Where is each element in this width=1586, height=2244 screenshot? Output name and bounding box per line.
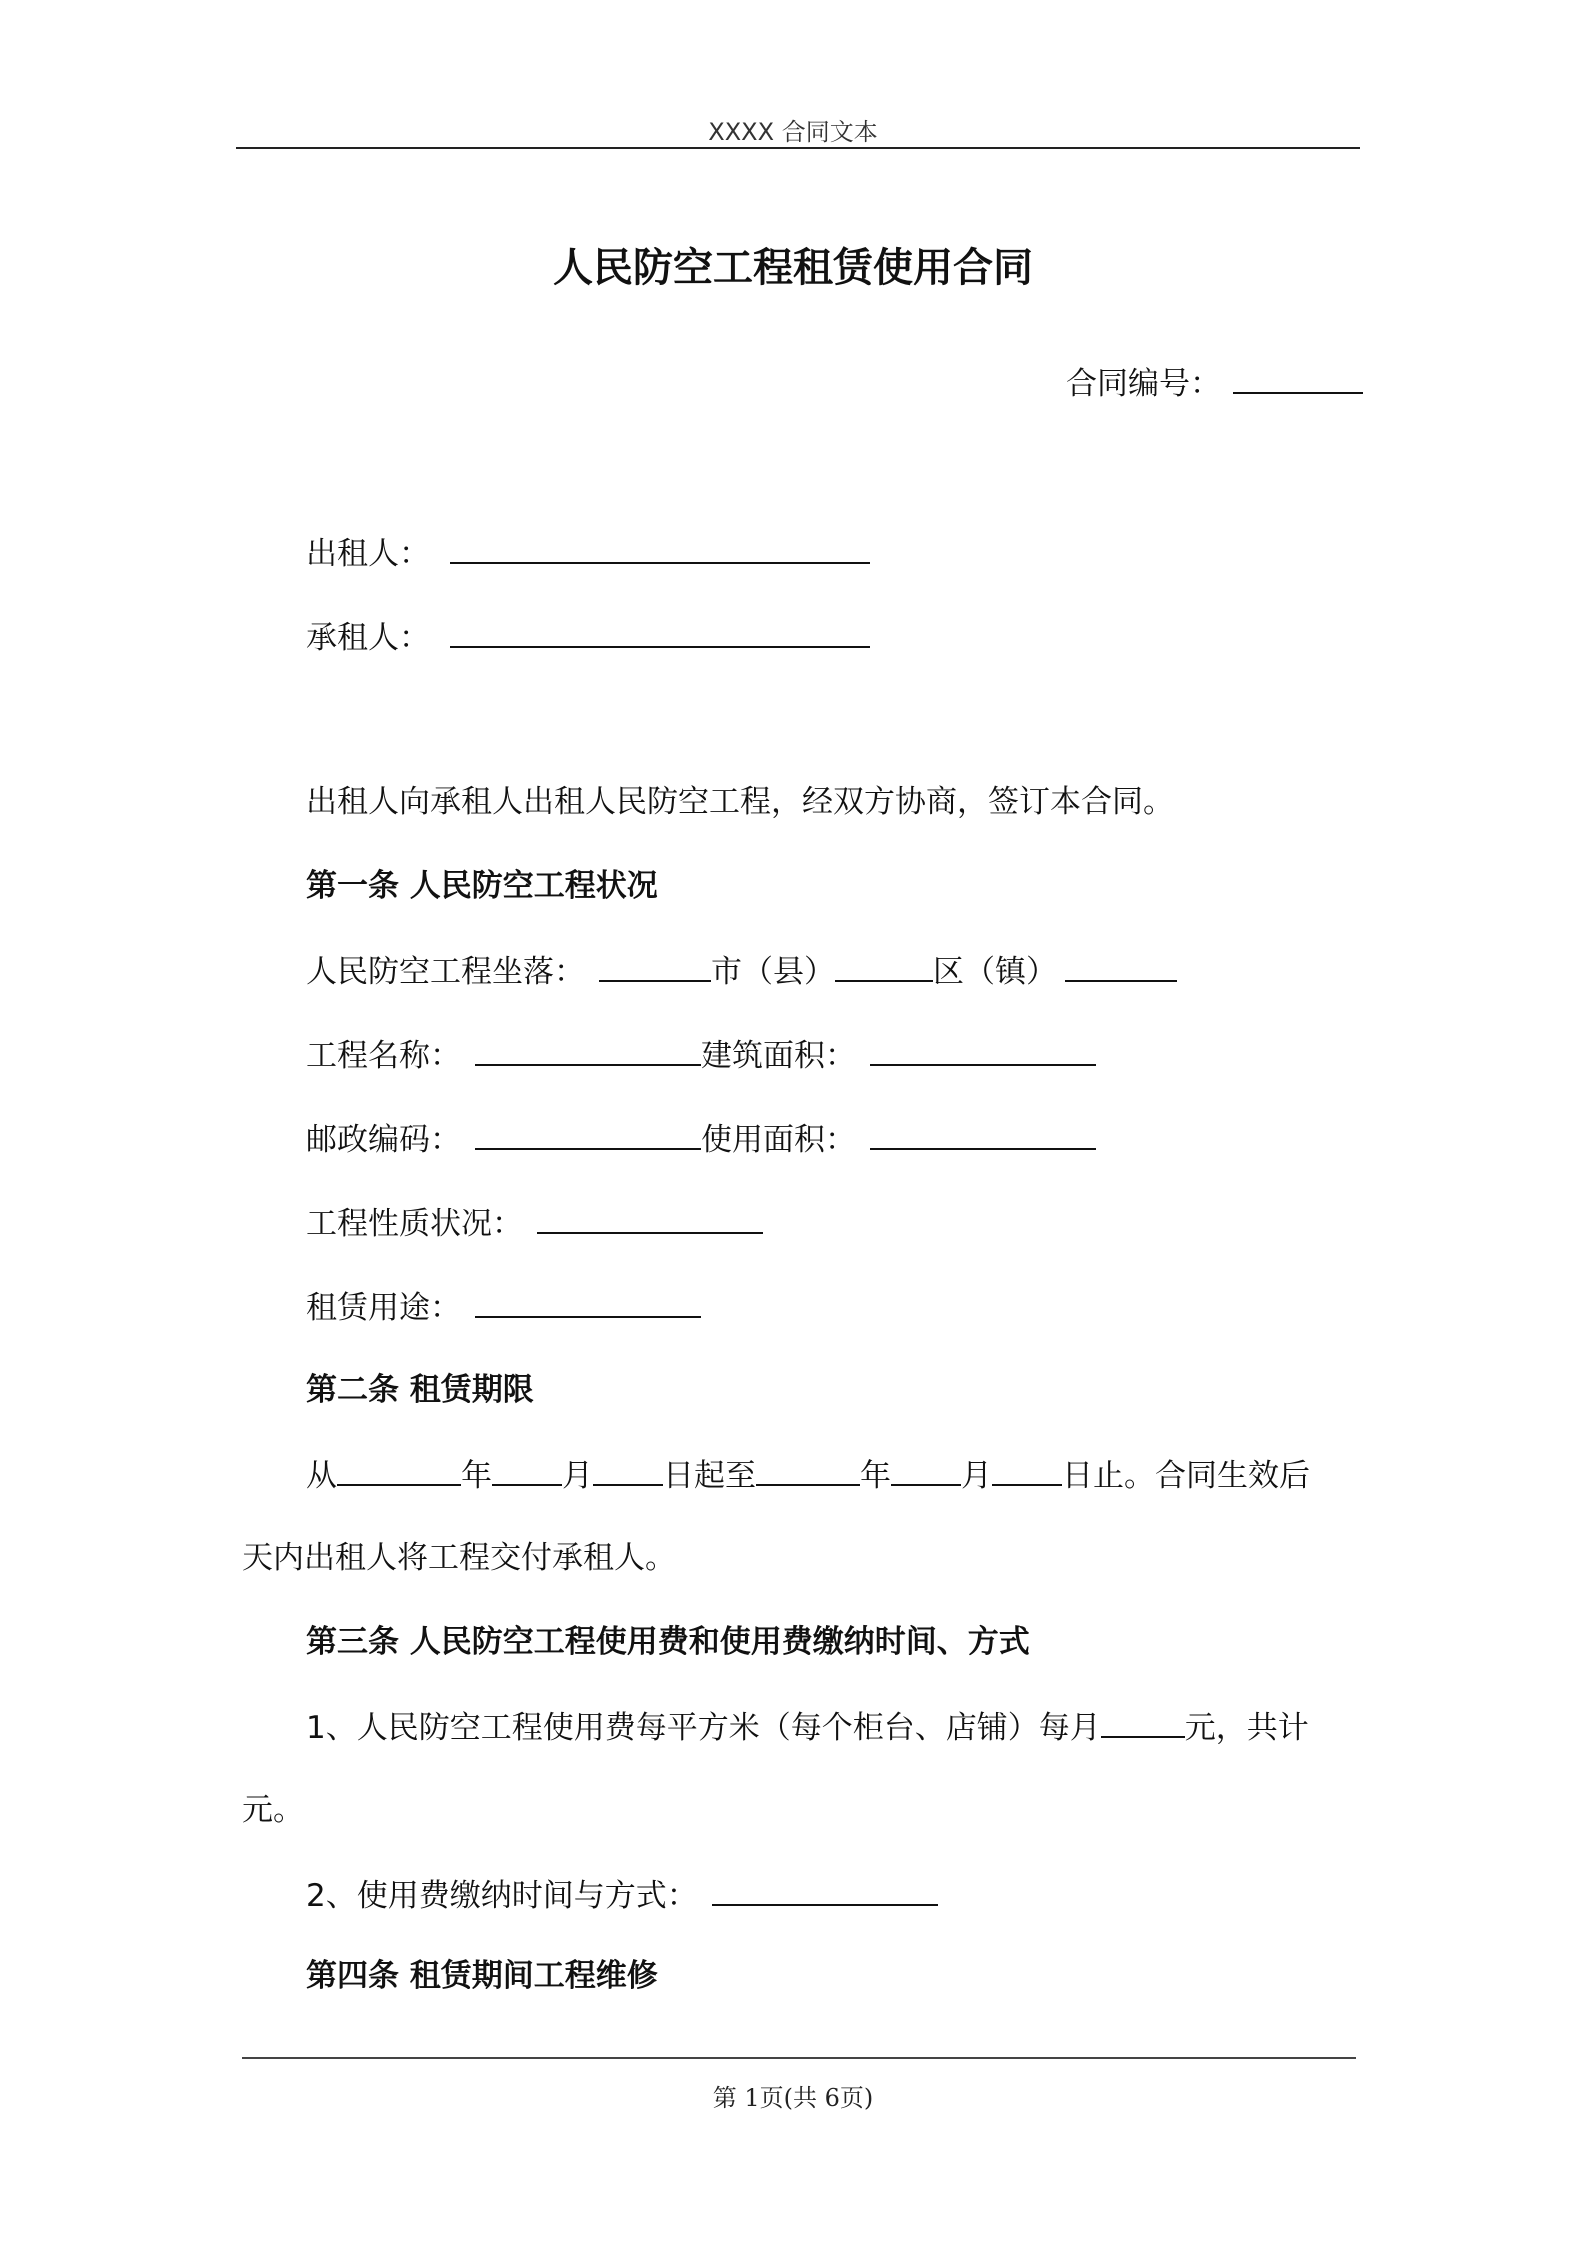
end-day-label: 日止。合同生效后 <box>1062 1458 1310 1494</box>
header-rule <box>236 147 1360 149</box>
usable-area-blank <box>870 1118 1096 1150</box>
start-month-label: 月 <box>562 1458 593 1494</box>
end-day-blank <box>992 1454 1062 1486</box>
town-blank <box>1065 950 1177 982</box>
start-day-label: 日起至 <box>663 1458 756 1494</box>
district-blank <box>835 950 933 982</box>
footer-rule <box>242 2057 1356 2059</box>
purpose-label: 租赁用途： <box>306 1290 461 1326</box>
purpose-row <box>306 1286 701 1328</box>
project-name-label: 工程名称： <box>306 1038 461 1074</box>
contract-number-label: 合同编号： <box>1066 366 1221 402</box>
fee-item-2-text: 2、使用费缴纳时间与方式： <box>306 1878 698 1914</box>
city-blank <box>599 950 711 982</box>
lessor-label: 出租人： <box>306 536 430 572</box>
fee-item-1-total: 元，共计 <box>1184 1710 1309 1746</box>
postcode-label: 邮政编码： <box>306 1122 461 1158</box>
end-month-label: 月 <box>961 1458 992 1494</box>
article4-heading: 第四条 租赁期间工程维修 <box>306 1958 658 1994</box>
location-row <box>306 950 1177 992</box>
city-label: 市（县） <box>711 954 835 990</box>
fee-item-1-text: 1、人民防空工程使用费每平方米（每个柜台、店铺）每月 <box>306 1710 1101 1746</box>
postcode-area-row <box>306 1118 1096 1160</box>
term-row-2: 天内出租人将工程交付承租人。 <box>242 1540 676 1576</box>
fee-item-1 <box>306 1706 1309 1748</box>
end-month-blank <box>891 1454 961 1486</box>
project-name-blank <box>475 1034 701 1066</box>
document-title: 人民防空工程租赁使用合同 <box>553 245 1033 291</box>
postcode-blank <box>475 1118 701 1150</box>
contract-number-row <box>1066 362 1363 404</box>
purpose-blank <box>475 1286 701 1318</box>
lessee-label: 承租人： <box>306 620 430 656</box>
district-label: 区（镇） <box>933 954 1057 990</box>
nature-blank <box>537 1202 763 1234</box>
nature-row <box>306 1202 763 1244</box>
term-from: 从 <box>306 1458 337 1494</box>
start-day-blank <box>593 1454 663 1486</box>
fee-item-2 <box>306 1874 938 1916</box>
article3-heading: 第三条 人民防空工程使用费和使用费缴纳时间、方式 <box>306 1624 1030 1660</box>
article1-heading: 第一条 人民防空工程状况 <box>306 868 658 904</box>
page-footer: 第 1页(共 6页) <box>712 2084 874 2112</box>
monthly-fee-blank <box>1101 1706 1185 1738</box>
start-year-label: 年 <box>461 1458 492 1494</box>
location-label: 人民防空工程坐落： <box>306 954 585 990</box>
start-month-blank <box>492 1454 562 1486</box>
usable-area-label: 使用面积： <box>701 1122 856 1158</box>
lessee-row <box>306 616 870 658</box>
lessee-blank <box>450 616 870 648</box>
contract-number-blank <box>1233 362 1363 394</box>
building-area-label: 建筑面积： <box>701 1038 856 1074</box>
term-row <box>306 1454 1310 1496</box>
intro-paragraph: 出租人向承租人出租人民防空工程，经双方协商，签订本合同。 <box>306 784 1174 820</box>
payment-method-blank <box>712 1874 938 1906</box>
nature-label: 工程性质状况： <box>306 1206 523 1242</box>
end-year-label: 年 <box>860 1458 891 1494</box>
name-area-row <box>306 1034 1096 1076</box>
lessor-row <box>306 532 870 574</box>
lessor-blank <box>450 532 870 564</box>
start-year-blank <box>337 1454 461 1486</box>
building-area-blank <box>870 1034 1096 1066</box>
article2-heading: 第二条 租赁期限 <box>306 1372 534 1408</box>
page-header: XXXX 合同文本 <box>708 118 878 146</box>
end-year-blank <box>756 1454 860 1486</box>
fee-item-1-cont: 元。 <box>242 1792 304 1828</box>
